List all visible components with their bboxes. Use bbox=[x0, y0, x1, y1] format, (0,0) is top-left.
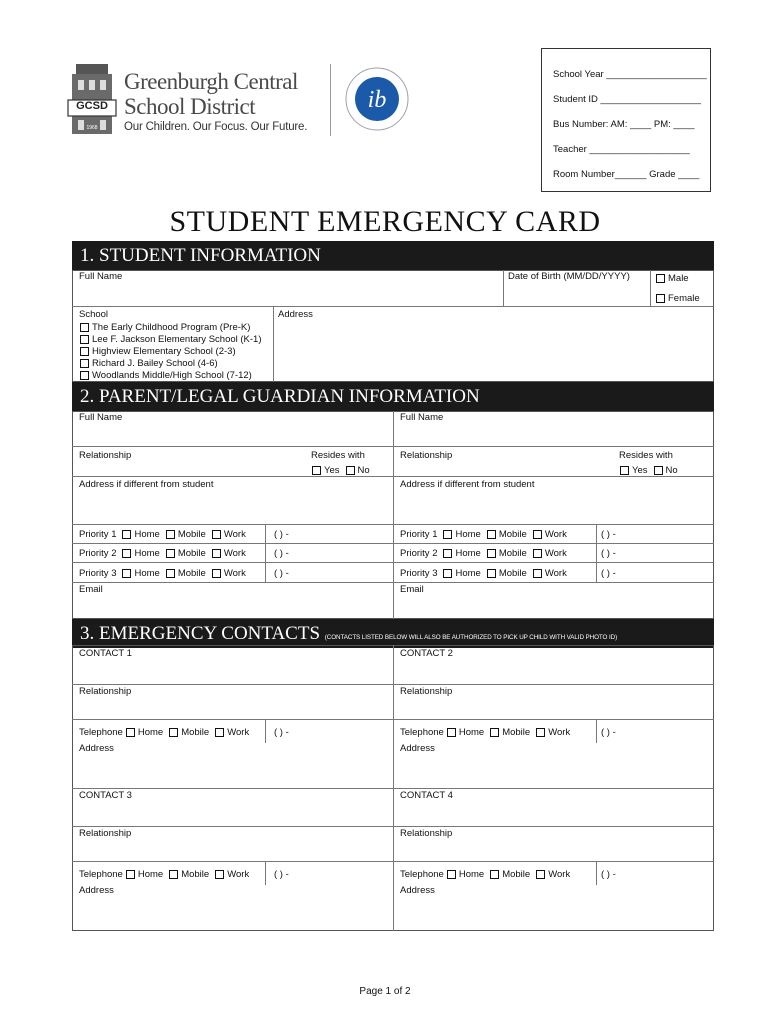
work-checkbox[interactable] bbox=[212, 530, 221, 539]
contact4-label: CONTACT 4 bbox=[400, 790, 453, 801]
contact1-label: CONTACT 1 bbox=[79, 648, 132, 659]
divider bbox=[72, 562, 714, 563]
divider bbox=[503, 270, 504, 306]
telephone-label: Telephone bbox=[400, 869, 444, 880]
school-checkbox[interactable] bbox=[80, 323, 89, 332]
guardian1-full-name-label: Full Name bbox=[79, 412, 123, 423]
no-label: No bbox=[357, 465, 370, 476]
phone-field[interactable]: ( ) - bbox=[274, 727, 289, 738]
home-checkbox[interactable] bbox=[447, 728, 456, 737]
divider bbox=[596, 861, 597, 885]
divider bbox=[72, 861, 714, 862]
work-checkbox[interactable] bbox=[212, 549, 221, 558]
mobile-label: Mobile bbox=[177, 568, 206, 579]
no-label: No bbox=[665, 465, 678, 476]
bus-number-field[interactable]: Bus Number: AM: ____ PM: ____ bbox=[553, 119, 695, 130]
divider bbox=[596, 524, 597, 582]
room-grade-field[interactable]: Room Number______ Grade ____ bbox=[553, 169, 700, 180]
home-checkbox[interactable] bbox=[122, 530, 131, 539]
contact3-address-label: Address bbox=[79, 885, 114, 896]
guardian1-email-label: Email bbox=[79, 584, 103, 595]
divider bbox=[265, 861, 266, 885]
divider bbox=[72, 306, 714, 307]
mobile-label: Mobile bbox=[181, 869, 210, 880]
work-label: Work bbox=[544, 529, 567, 540]
mobile-label: Mobile bbox=[502, 869, 531, 880]
phone-field[interactable]: ( ) - bbox=[601, 869, 616, 880]
contact4-telephone-row[interactable] bbox=[400, 869, 576, 880]
work-checkbox[interactable] bbox=[536, 728, 545, 737]
mobile-checkbox[interactable] bbox=[169, 870, 178, 879]
work-checkbox[interactable] bbox=[533, 569, 542, 578]
phone-field[interactable]: ( ) - bbox=[274, 568, 289, 579]
male-label: Male bbox=[668, 273, 689, 284]
work-label: Work bbox=[223, 568, 246, 579]
office-use-box bbox=[541, 48, 711, 192]
work-label: Work bbox=[227, 727, 250, 738]
student-address-label: Address bbox=[278, 309, 313, 320]
divider bbox=[72, 582, 714, 583]
work-label: Work bbox=[227, 869, 250, 880]
telephone-label: Telephone bbox=[79, 727, 123, 738]
guardian2-resides-options[interactable] bbox=[620, 465, 684, 476]
guardian1-address-label: Address if different from student bbox=[79, 479, 214, 490]
guardian2-priority2-row[interactable] bbox=[400, 548, 573, 559]
home-label: Home bbox=[455, 548, 481, 559]
guardian1-priority2-row[interactable] bbox=[79, 548, 252, 559]
contact3-telephone-row[interactable] bbox=[79, 869, 255, 880]
contact2-relationship-label: Relationship bbox=[400, 686, 453, 697]
divider bbox=[72, 446, 714, 447]
divider bbox=[265, 719, 266, 743]
mobile-checkbox[interactable] bbox=[487, 530, 496, 539]
guardian1-resides-label: Resides with bbox=[311, 450, 365, 461]
priority-label: Priority 1 bbox=[400, 529, 438, 540]
home-label: Home bbox=[455, 568, 481, 579]
home-checkbox[interactable] bbox=[443, 530, 452, 539]
phone-field[interactable]: ( ) - bbox=[601, 548, 616, 559]
divider bbox=[72, 684, 714, 685]
school-option[interactable] bbox=[80, 322, 250, 333]
school-checkbox[interactable] bbox=[80, 335, 89, 344]
divider bbox=[72, 788, 714, 789]
home-checkbox[interactable] bbox=[122, 569, 131, 578]
guardian2-resides-label: Resides with bbox=[619, 450, 673, 461]
mobile-label: Mobile bbox=[498, 568, 527, 579]
divider bbox=[72, 476, 714, 477]
work-checkbox[interactable] bbox=[533, 549, 542, 558]
phone-field[interactable]: ( ) - bbox=[601, 568, 616, 579]
guardian2-priority1-row[interactable] bbox=[400, 529, 573, 540]
school-option[interactable] bbox=[80, 334, 262, 345]
yes-label: Yes bbox=[324, 465, 340, 476]
school-option-label: Richard J. Bailey School (4-6) bbox=[92, 358, 218, 369]
contact2-telephone-row[interactable] bbox=[400, 727, 576, 738]
guardian2-full-name-label: Full Name bbox=[400, 412, 444, 423]
district-name-line1: Greenburgh Central bbox=[124, 69, 298, 94]
school-option-label: The Early Childhood Program (Pre-K) bbox=[92, 322, 251, 333]
contact4-relationship-label: Relationship bbox=[400, 828, 453, 839]
work-checkbox[interactable] bbox=[533, 530, 542, 539]
home-checkbox[interactable] bbox=[122, 549, 131, 558]
section3-title: 3. EMERGENCY CONTACTS bbox=[80, 623, 321, 644]
home-label: Home bbox=[458, 727, 485, 738]
divider bbox=[393, 411, 394, 619]
home-label: Home bbox=[134, 548, 160, 559]
work-label: Work bbox=[223, 529, 246, 540]
mobile-checkbox[interactable] bbox=[166, 549, 175, 558]
ib-world-school-icon bbox=[344, 66, 410, 132]
yes-checkbox[interactable] bbox=[620, 466, 629, 475]
work-label: Work bbox=[544, 548, 567, 559]
yes-checkbox[interactable] bbox=[312, 466, 321, 475]
work-checkbox[interactable] bbox=[215, 728, 224, 737]
contact1-address-label: Address bbox=[79, 743, 114, 754]
mobile-label: Mobile bbox=[177, 548, 206, 559]
logo-year: 1968 bbox=[86, 125, 98, 131]
section1-heading: 1. STUDENT INFORMATION bbox=[72, 241, 714, 270]
contact2-label: CONTACT 2 bbox=[400, 648, 453, 659]
divider bbox=[72, 524, 714, 525]
contact2-address-label: Address bbox=[400, 743, 435, 754]
contact1-relationship-label: Relationship bbox=[79, 686, 132, 697]
school-label: School bbox=[79, 309, 109, 320]
home-checkbox[interactable] bbox=[443, 569, 452, 578]
logo-divider bbox=[330, 64, 331, 136]
guardian1-resides-options[interactable] bbox=[312, 465, 376, 476]
home-label: Home bbox=[134, 529, 160, 540]
priority-label: Priority 2 bbox=[400, 548, 438, 559]
student-id-field[interactable]: Student ID ___________________ bbox=[553, 94, 701, 105]
mobile-label: Mobile bbox=[181, 727, 210, 738]
student-full-name-label: Full Name bbox=[79, 271, 123, 282]
mobile-checkbox[interactable] bbox=[487, 569, 496, 578]
contact1-telephone-row[interactable] bbox=[79, 727, 255, 738]
section3-note: (CONTACTS LISTED BELOW WILL ALSO BE AUTHORIZED TO PICK UP CHILD WITH VALID PHOTO ID) bbox=[324, 634, 618, 641]
guardian2-address-label: Address if different from student bbox=[400, 479, 535, 490]
home-label: Home bbox=[137, 869, 164, 880]
district-tagline: Our Children. Our Focus. Our Future. bbox=[124, 121, 308, 133]
school-checkbox[interactable] bbox=[80, 347, 89, 356]
phone-field[interactable]: ( ) - bbox=[601, 727, 616, 738]
divider bbox=[72, 719, 714, 720]
guardian1-priority3-row[interactable] bbox=[79, 568, 252, 579]
contact3-relationship-label: Relationship bbox=[79, 828, 132, 839]
work-label: Work bbox=[223, 548, 246, 559]
work-label: Work bbox=[548, 727, 571, 738]
page-title: STUDENT EMERGENCY CARD bbox=[169, 205, 601, 238]
work-label: Work bbox=[548, 869, 571, 880]
ib-mark: ib bbox=[367, 87, 387, 113]
female-label: Female bbox=[668, 293, 700, 304]
mobile-checkbox[interactable] bbox=[487, 549, 496, 558]
school-option[interactable] bbox=[80, 358, 218, 369]
logo-initials: GCSD bbox=[76, 100, 108, 112]
home-label: Home bbox=[137, 727, 164, 738]
page-number: Page 1 of 2 bbox=[359, 986, 411, 997]
contact3-label: CONTACT 3 bbox=[79, 790, 132, 801]
divider bbox=[72, 543, 714, 544]
school-option-label: Lee F. Jackson Elementary School (K-1) bbox=[92, 334, 262, 345]
school-year-field[interactable]: School Year ___________________ bbox=[553, 69, 707, 80]
ib-logo bbox=[344, 66, 410, 132]
mobile-checkbox[interactable] bbox=[490, 728, 499, 737]
phone-field[interactable]: ( ) - bbox=[274, 529, 289, 540]
priority-label: Priority 2 bbox=[79, 548, 117, 559]
home-label: Home bbox=[455, 529, 481, 540]
divider bbox=[72, 826, 714, 827]
divider bbox=[596, 719, 597, 743]
home-label: Home bbox=[458, 869, 485, 880]
phone-field[interactable]: ( ) - bbox=[601, 529, 616, 540]
school-checkbox[interactable] bbox=[80, 359, 89, 368]
work-label: Work bbox=[544, 568, 567, 579]
mobile-checkbox[interactable] bbox=[490, 870, 499, 879]
mobile-label: Mobile bbox=[177, 529, 206, 540]
school-option[interactable] bbox=[80, 346, 236, 357]
section2-heading: 2. PARENT/LEGAL GUARDIAN INFORMATION bbox=[72, 382, 714, 411]
home-checkbox[interactable] bbox=[443, 549, 452, 558]
work-checkbox[interactable] bbox=[215, 870, 224, 879]
guardian1-priority1-row[interactable] bbox=[79, 529, 252, 540]
work-checkbox[interactable] bbox=[212, 569, 221, 578]
district-name-line2: School District bbox=[124, 94, 256, 119]
teacher-field[interactable]: Teacher ___________________ bbox=[553, 144, 690, 155]
guardian2-email-label: Email bbox=[400, 584, 424, 595]
home-checkbox[interactable] bbox=[126, 728, 135, 737]
priority-label: Priority 3 bbox=[400, 568, 438, 579]
no-checkbox[interactable] bbox=[346, 466, 355, 475]
divider bbox=[265, 524, 266, 582]
male-checkbox[interactable] bbox=[656, 274, 665, 283]
phone-field[interactable]: ( ) - bbox=[274, 869, 289, 880]
phone-field[interactable]: ( ) - bbox=[274, 548, 289, 559]
divider bbox=[273, 306, 274, 382]
telephone-label: Telephone bbox=[400, 727, 444, 738]
mobile-label: Mobile bbox=[498, 529, 527, 540]
school-option[interactable] bbox=[80, 370, 252, 381]
home-checkbox[interactable] bbox=[126, 870, 135, 879]
guardian2-relationship-label: Relationship bbox=[400, 450, 453, 461]
mobile-label: Mobile bbox=[498, 548, 527, 559]
divider bbox=[650, 270, 651, 306]
no-checkbox[interactable] bbox=[654, 466, 663, 475]
dob-label: Date of Birth (MM/DD/YYYY) bbox=[508, 271, 630, 282]
guardian2-priority3-row[interactable] bbox=[400, 568, 573, 579]
school-checkbox[interactable] bbox=[80, 371, 89, 380]
mobile-label: Mobile bbox=[502, 727, 531, 738]
yes-label: Yes bbox=[632, 465, 648, 476]
female-checkbox[interactable] bbox=[656, 294, 665, 303]
home-checkbox[interactable] bbox=[447, 870, 456, 879]
mobile-checkbox[interactable] bbox=[169, 728, 178, 737]
priority-label: Priority 3 bbox=[79, 568, 117, 579]
work-checkbox[interactable] bbox=[536, 870, 545, 879]
priority-label: Priority 1 bbox=[79, 529, 117, 540]
home-label: Home bbox=[134, 568, 160, 579]
section3-heading bbox=[72, 619, 714, 648]
male-option[interactable] bbox=[656, 273, 689, 284]
school-option-label: Highview Elementary School (2-3) bbox=[92, 346, 236, 357]
mobile-checkbox[interactable] bbox=[166, 569, 175, 578]
female-option[interactable] bbox=[656, 293, 700, 304]
telephone-label: Telephone bbox=[79, 869, 123, 880]
school-option-label: Woodlands Middle/High School (7-12) bbox=[92, 370, 252, 381]
mobile-checkbox[interactable] bbox=[166, 530, 175, 539]
contact4-address-label: Address bbox=[400, 885, 435, 896]
guardian1-relationship-label: Relationship bbox=[79, 450, 132, 461]
